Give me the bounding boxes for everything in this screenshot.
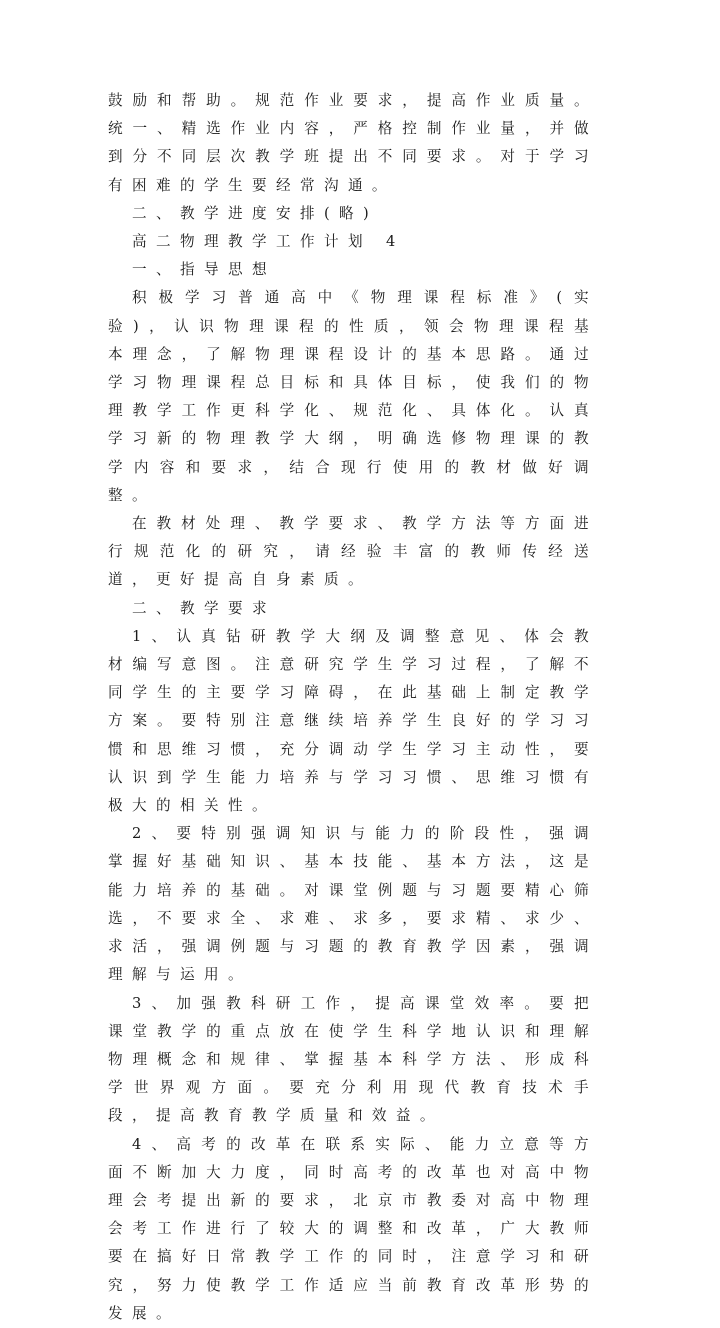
section-heading-guiding-idea: 一、指导思想 xyxy=(132,261,276,279)
paragraph-item-1: 1、认真钻研教学大纲及调整意见、体会教材编写意图。注意研究学生学习过程，了解不同学生的主要学习障碍，在此基础上制定教学方案。要特别注意继续培养学生良好的学习习惯和思维习惯，充分调动学生学习主动性，要认识到学生能力培养与学习习惯、思维习惯有极大的相关性。 xyxy=(108,627,598,815)
paragraph-item-3: 3、加强教科研工作，提高课堂效率。要把课堂教学的重点放在使学生科学地认识和理解物理概念和规律、掌握基本科学方法、形成科学世界观方面。要充分利用现代教育技术手段，提高教育教学质量和效益。 xyxy=(108,994,598,1125)
paragraph-item-2: 2、要特别强调知识与能力的阶段性，强调掌握好基础知识、基本技能、基本方法，这是能力培养的基础。对课堂例题与习题要精心筛选，不要求全、求难、求多，要求精、求少、求活，强调例题与习题的教育教学因素，强调理解与运用。 xyxy=(108,825,598,984)
section-heading-requirements: 二、教学要求 xyxy=(132,599,276,617)
paragraph-continuation: 鼓励和帮助。规范作业要求，提高作业质量。统一、精选作业内容，严格控制作业量，并做到分不同层次教学班提出不同要求。对于学习有困难的学生要经常沟通。 xyxy=(108,92,598,194)
document-page xyxy=(108,87,598,1328)
section-heading-schedule: 二、教学进度安排(略) xyxy=(132,204,379,222)
paragraph-body: 积极学习普通高中《物理课程标准》(实验)，认识物理课程的性质，领会物理课程基本理念，了解物理课程设计的基本思路。通过学习物理课程总目标和具体目标，使我们的物理教学工作更科学化、规范化、具体化。认真学习新的物理教学大纲，明确选修物理课的教学内容和要求，结合现行使用的教材做好调整。 xyxy=(108,289,598,504)
plan-title: 高二物理教学工作计划 4 xyxy=(132,233,405,251)
paragraph-item-4: 4、高考的改革在联系实际、能力立意等方面不断加大力度，同时高考的改革也对高中物理会考提出新的要求，北京市教委对高中物理会考工作进行了较大的调整和改革，广大教师要在搞好日常教学工作的同时，注意学习和研究，努力使教学工作适应当前教育改革形势的发展。 xyxy=(108,1135,598,1322)
paragraph-body: 在教材处理、教学要求、教学方法等方面进行规范化的研究，请经验丰富的教师传经送道，更好提高自身素质。 xyxy=(108,515,598,589)
